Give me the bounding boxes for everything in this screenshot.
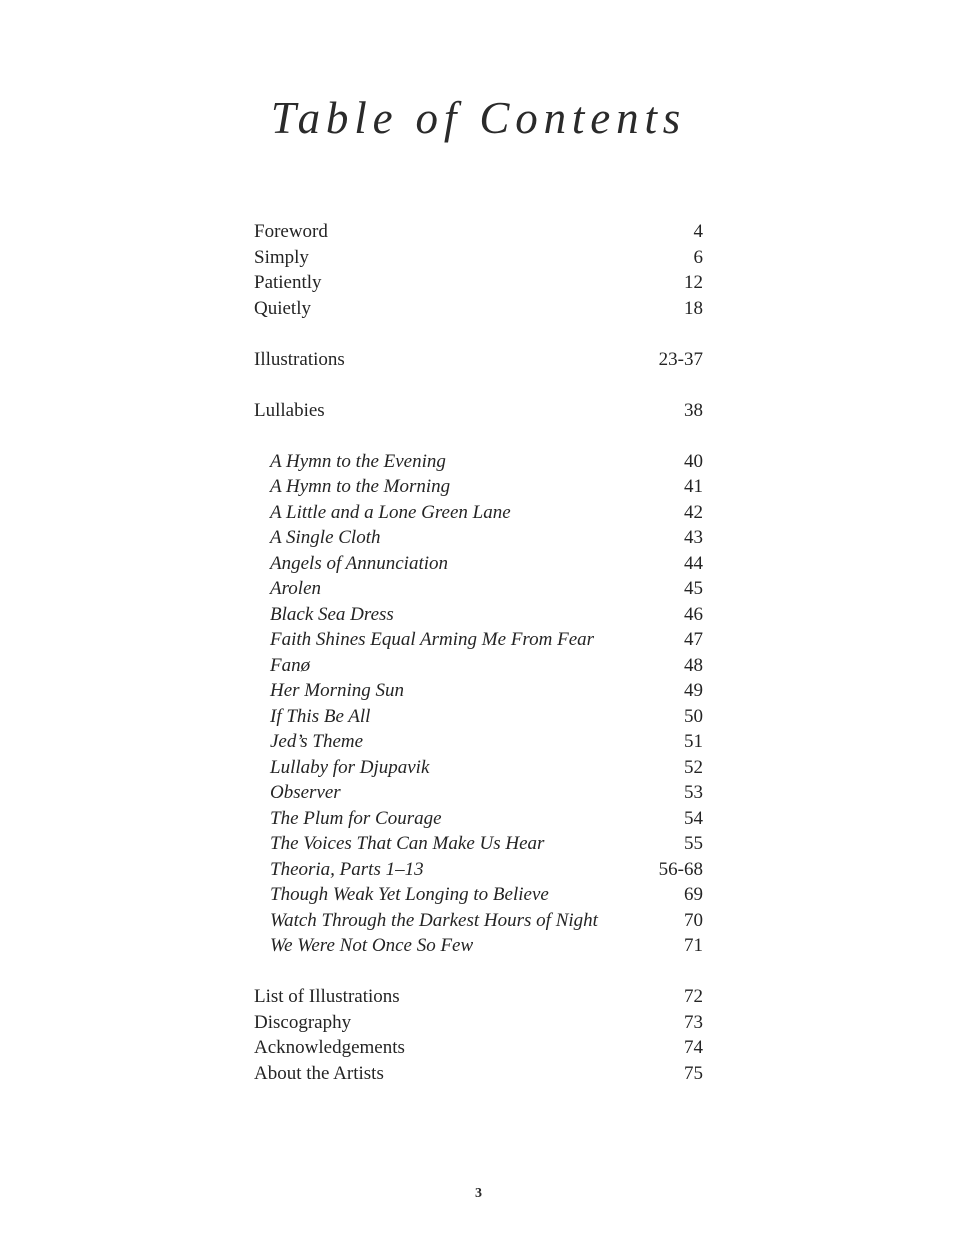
toc-row [254,219,703,245]
toc-entry-label: Angels of Annunciation [270,552,449,574]
toc-entry-page: 74 [684,1037,703,1058]
toc-row [254,627,703,653]
toc-row [254,1035,703,1061]
toc-entry-label: A Single Cloth [270,527,381,548]
toc-row [254,933,703,959]
toc-entry-page: 46 [684,603,703,625]
toc-entry-label: Quietly [254,297,311,319]
toc-section-lullabies-tracks [254,449,703,959]
toc-entry-label: Foreword [254,221,328,242]
toc-entry-label: Observer [270,782,341,803]
toc-entry-label: Arolen [270,578,322,599]
toc-entry-label: Illustrations [254,348,345,370]
toc-entry-page: 4 [693,221,703,242]
toc-row [254,500,703,526]
toc-row [254,551,703,577]
toc-row [254,729,703,755]
toc-row [254,296,703,322]
toc-entry-page: 45 [684,578,703,599]
toc-row [254,449,703,475]
toc-entry-page: 73 [684,1011,703,1033]
toc-row [254,780,703,806]
toc-entry-label: Simply [254,246,309,268]
toc-row [254,831,703,857]
toc-entry-page: 72 [684,986,703,1007]
toc-row [254,653,703,679]
toc-section-lullabies-heading [254,398,703,424]
toc-entry-page: 23-37 [658,348,703,370]
toc-entry-page: 55 [684,833,703,854]
page-title: Table of Contents [270,93,687,143]
toc-entry-label: List of Illustrations [254,986,400,1007]
toc-entry-label: Patiently [254,272,322,293]
toc-row [254,806,703,832]
toc-entry-label: A Hymn to the Evening [270,450,446,472]
toc-entry-page: 51 [684,731,703,752]
toc-row [254,984,703,1010]
toc-entry-label: Fanø [270,654,311,676]
toc-entry-page: 54 [684,807,703,829]
toc-entry-label: The Plum for Courage [270,807,442,829]
toc-entry-label: Jed’s Theme [270,731,364,752]
toc-entry-label: Her Morning Sun [270,680,405,701]
toc-entry-page: 52 [684,756,703,778]
toc-entry-page: 12 [684,272,703,293]
toc-row [254,704,703,730]
toc-entry-page: 44 [684,552,703,574]
toc-entry-label: If This Be All [270,705,371,727]
toc-entry-label: Discography [254,1011,352,1033]
toc-entry-page: 70 [684,909,703,931]
toc-entry-page: 69 [684,884,703,905]
toc-entry-label: About the Artists [254,1062,384,1084]
toc-row [254,474,703,500]
toc-entry-page: 75 [684,1062,703,1084]
toc-row [254,245,703,271]
toc-entry-page: 56-68 [658,858,703,880]
toc-entry-page: 6 [693,246,703,268]
toc-row [254,525,703,551]
toc-entry-page: 47 [684,629,703,650]
toc-row [254,755,703,781]
toc-entry-page: 42 [684,501,703,523]
toc-entry-label: Lullaby for Djupavik [270,756,430,778]
toc-row [254,576,703,602]
toc-entry-label: Watch Through the Darkest Hours of Night [270,909,598,931]
toc-entry-label: Black Sea Dress [270,603,394,625]
toc-entry-label: The Voices That Can Make Us Hear [270,833,545,854]
toc-entry-page: 49 [684,680,703,701]
toc-row [254,270,703,296]
toc-entry-page: 48 [684,654,703,676]
toc-entry-label: Acknowledgements [254,1037,405,1058]
toc-row [254,347,703,373]
toc-entry-label: Theoria, Parts 1–13 [270,858,424,880]
toc-row [254,398,703,424]
toc-row [254,678,703,704]
toc-entry-label: We Were Not Once So Few [270,935,474,956]
toc-row [254,1010,703,1036]
toc-section-front-matter [254,219,703,321]
toc-row [254,882,703,908]
toc-entry-label: Though Weak Yet Longing to Believe [270,884,549,905]
toc-entry-page: 38 [684,399,703,421]
toc-row [254,602,703,628]
toc-section-back-matter [254,984,703,1086]
toc-entry-page: 50 [684,705,703,727]
page-number: 3 [475,1186,482,1201]
toc-row [254,908,703,934]
toc-entry-label: Lullabies [254,399,325,421]
toc-entry-label: Faith Shines Equal Arming Me From Fear [270,629,595,650]
toc-entry-page: 41 [684,476,703,497]
toc-row [254,857,703,883]
toc-entry-page: 18 [684,297,703,319]
toc-list [254,219,703,1086]
toc-entry-page: 40 [684,450,703,472]
toc-row [254,1061,703,1087]
toc-entry-label: A Little and a Lone Green Lane [270,501,511,523]
toc-entry-label: A Hymn to the Morning [270,476,451,497]
toc-entry-page: 43 [684,527,703,548]
toc-entry-page: 71 [684,935,703,956]
toc-section-illustrations [254,347,703,373]
toc-entry-page: 53 [684,782,703,803]
